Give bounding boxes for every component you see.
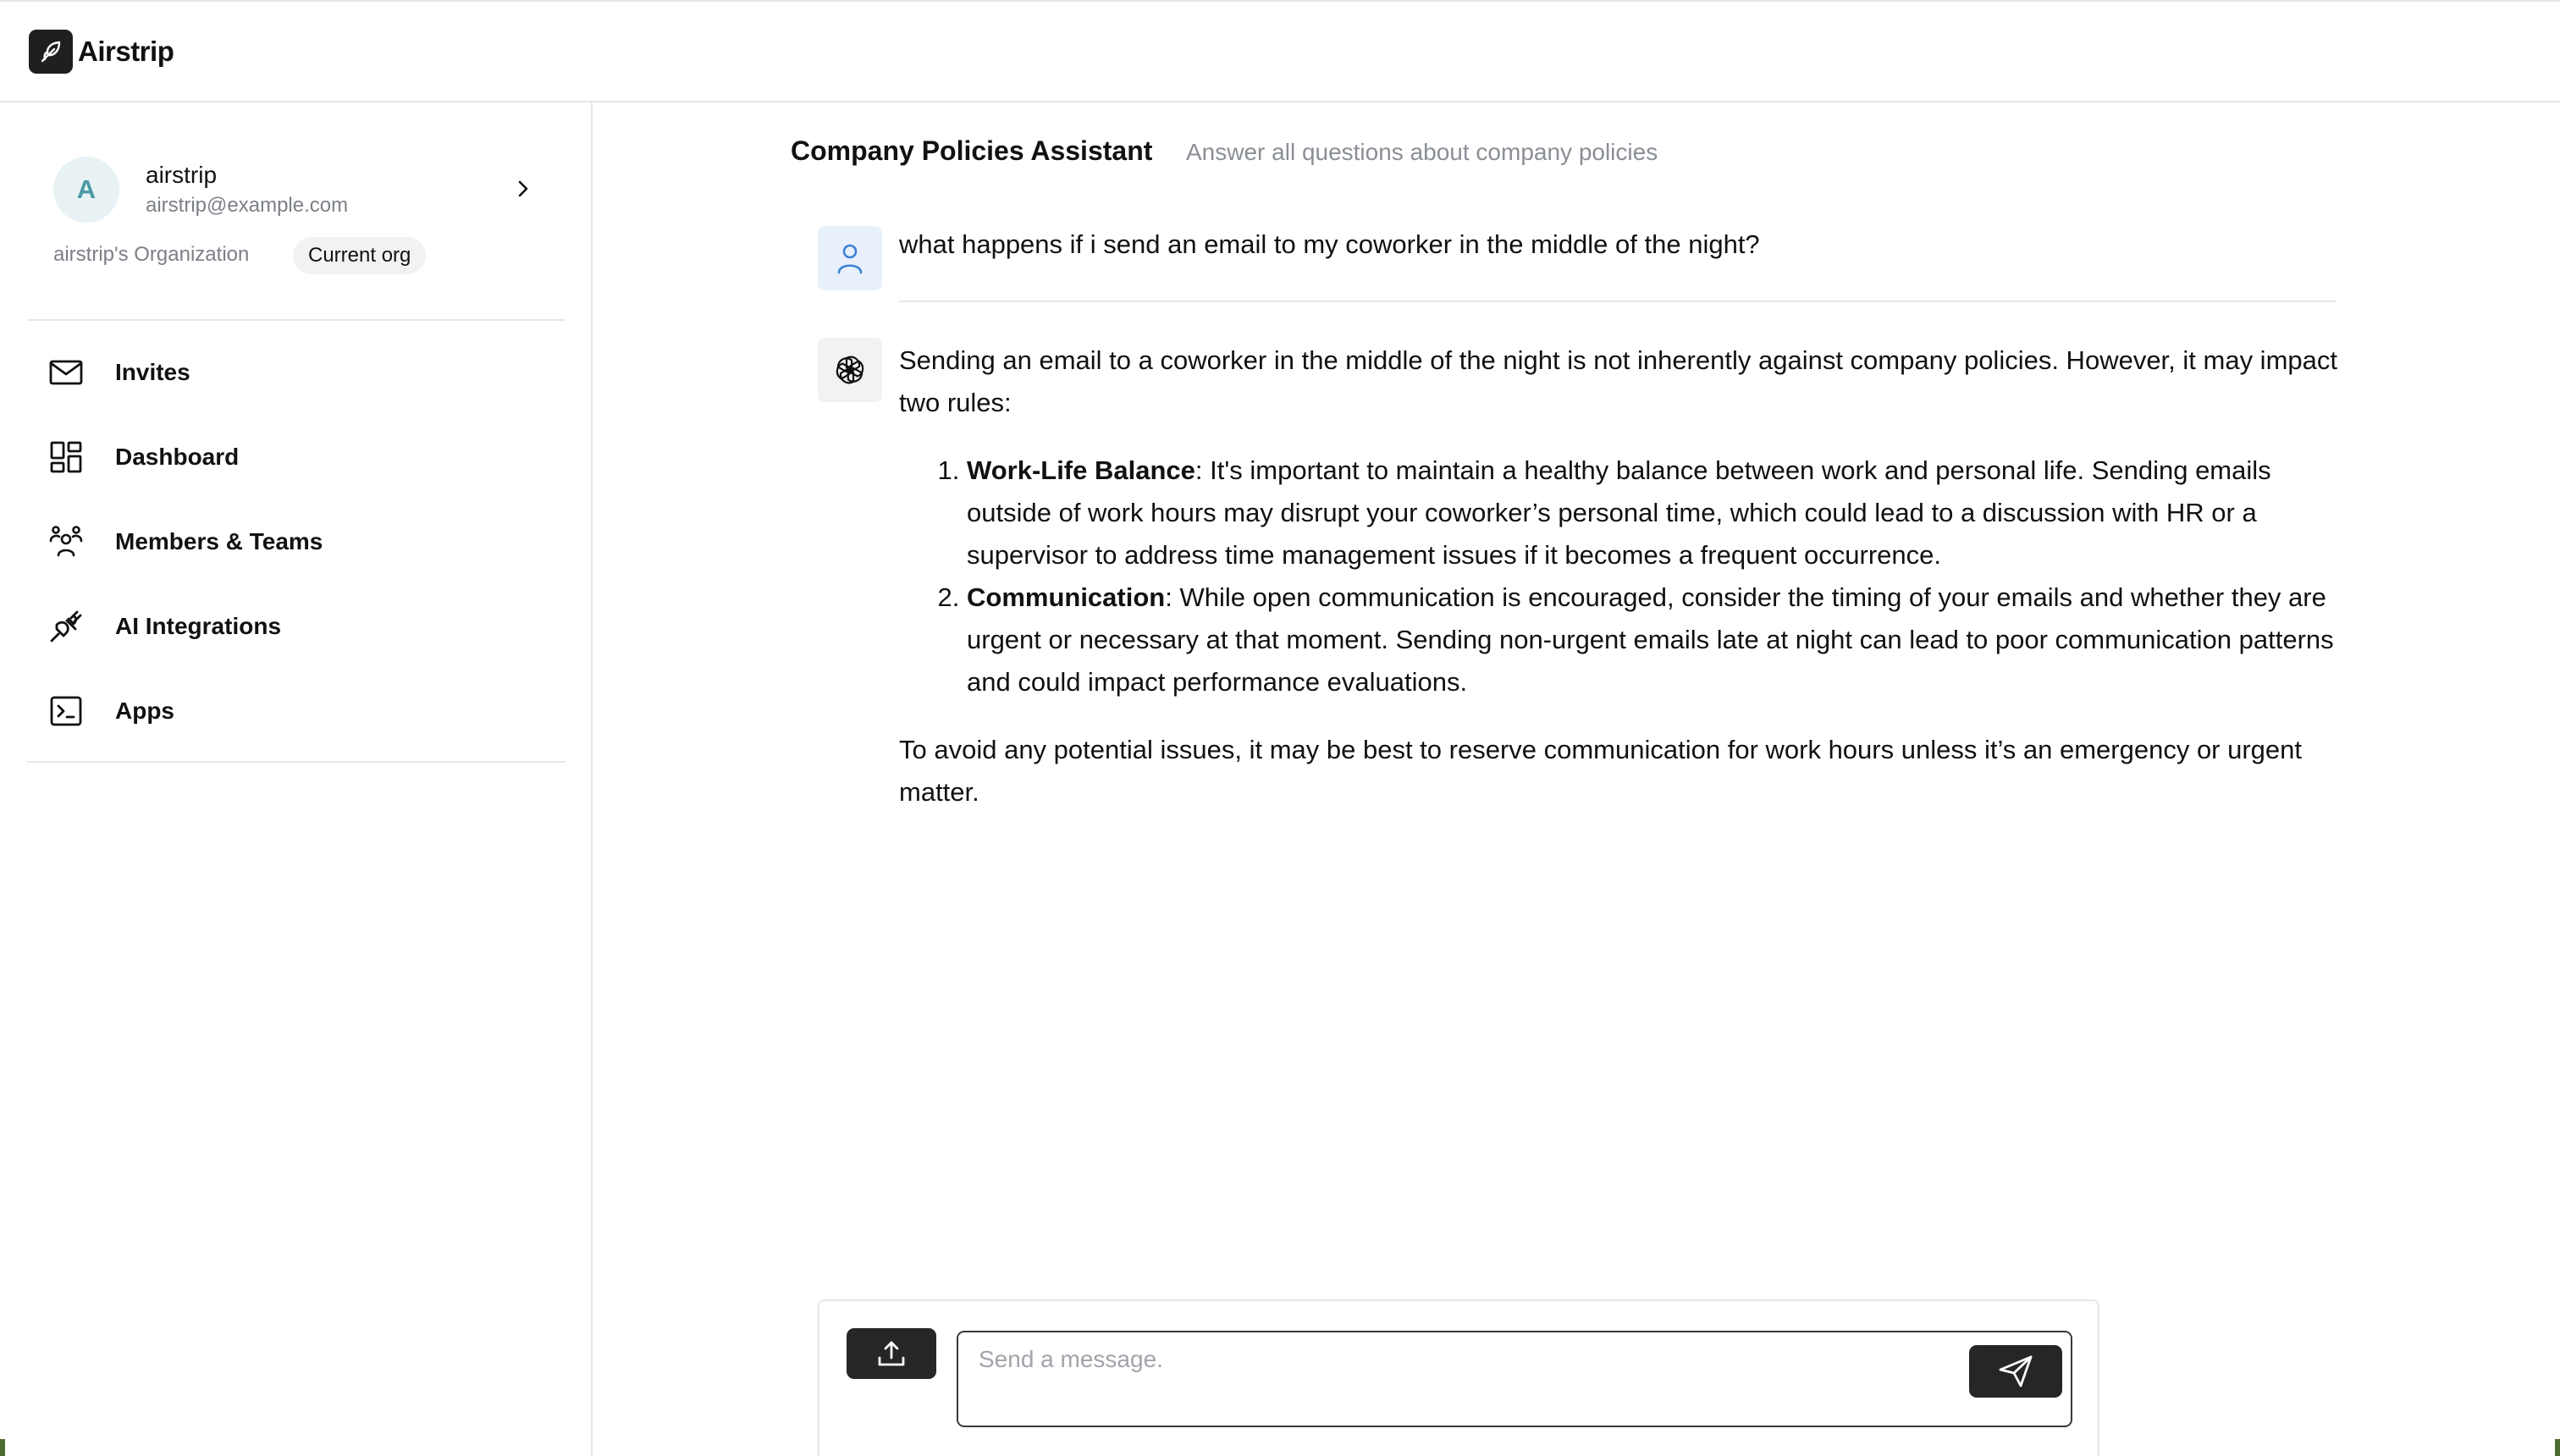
main-content (593, 102, 2560, 1456)
sidebar-item-label: Invites (115, 359, 190, 385)
members-icon (49, 525, 83, 559)
upload-icon (877, 1339, 906, 1368)
current-org-badge: Current org (293, 237, 426, 274)
user-avatar (818, 226, 882, 290)
sidebar-divider (27, 319, 566, 321)
corner-strip (0, 1439, 5, 1456)
user-email: airstrip@example.com (146, 194, 349, 217)
rule-text: : It's important to maintain a healthy balance between work and personal life. Sending emails outside of work hours may disrupt your coworker’s personal time, which could lead to a discussion with HR or a supervisor to address time management issues if it becomes a frequent occurrence. (967, 455, 2271, 570)
sidebar-item-invites[interactable] (27, 339, 566, 406)
list-item (967, 576, 2347, 703)
chevron-right-icon[interactable] (511, 177, 535, 201)
user-message: what happens if i send an email to my coworker in the middle of the night? (899, 229, 1760, 259)
sidebar-item-ai-integrations[interactable] (27, 593, 566, 660)
sidebar-item-label: Members & Teams (115, 528, 323, 554)
sidebar-item-apps[interactable] (27, 677, 566, 745)
terminal-icon (49, 694, 83, 728)
plug-icon (49, 609, 83, 643)
message-composer (818, 1299, 2099, 1456)
assistant-avatar (818, 338, 882, 402)
message-divider (899, 301, 2337, 302)
app-name[interactable]: Airstrip (78, 36, 174, 67)
avatar: A (53, 157, 119, 223)
rule-text: : While open communication is encouraged, consider the timing of your emails and whether they are urgent or necessary at that moment. Sending non-urgent emails late at night can lead to poor communication patterns and could impact performance evaluations. (967, 582, 2334, 697)
sidebar-item-label: Dashboard (115, 444, 240, 470)
top-bar (0, 0, 2560, 102)
assistant-title: Company Policies Assistant (791, 135, 1153, 166)
rule-title: Communication (967, 582, 1166, 612)
assistant-message (899, 339, 2347, 813)
dashboard-icon (49, 440, 83, 474)
assistant-subtitle: Answer all questions about company policies (1186, 139, 1658, 165)
send-button[interactable] (1969, 1345, 2062, 1398)
assistant-rules-list (967, 449, 2347, 703)
user-name: airstrip (146, 162, 218, 188)
assistant-intro: Sending an email to a coworker in the middle of the night is not inherently against company policies. However, it may impact two rules: (899, 345, 2337, 417)
mail-icon (49, 356, 83, 389)
upload-button[interactable] (847, 1328, 936, 1379)
list-item (967, 449, 2347, 576)
rule-title: Work-Life Balance (967, 455, 1195, 485)
sidebar-item-label: Apps (115, 698, 174, 724)
message-input[interactable] (957, 1331, 2072, 1427)
send-icon (1998, 1354, 2033, 1388)
sidebar-item-label: AI Integrations (115, 613, 282, 639)
profile-section[interactable] (0, 102, 593, 321)
sidebar-item-dashboard[interactable] (27, 423, 566, 491)
airstrip-logo-icon[interactable] (29, 30, 73, 74)
corner-strip (2555, 1439, 2560, 1456)
assistant-outro: To avoid any potential issues, it may be best to reserve communication for work hours unless it’s an emergency or urgent matter. (899, 735, 2303, 807)
user-icon (833, 241, 867, 275)
sidebar (0, 102, 593, 1456)
org-label: airstrip's Organization (53, 243, 250, 266)
openai-icon (833, 353, 867, 387)
sidebar-item-members-teams[interactable] (27, 508, 566, 576)
sidebar-divider (27, 761, 566, 763)
